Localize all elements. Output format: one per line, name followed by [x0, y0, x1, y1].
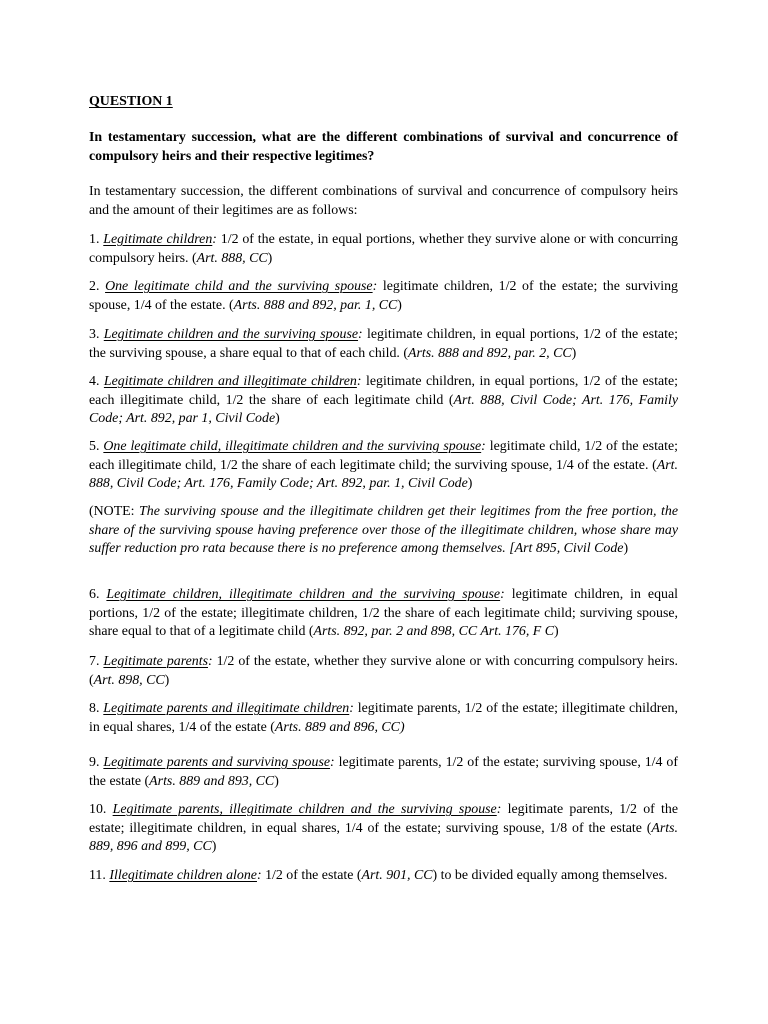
item-11 — [89, 867, 678, 886]
item-heading: Legitimate parents and illegitimate children — [103, 701, 350, 716]
note-prefix: (NOTE: — [89, 504, 140, 519]
item-heading: One legitimate child, illegitimate children and the surviving spouse — [103, 439, 482, 454]
item-heading: Legitimate parents, illegitimate children and the surviving spouse — [112, 802, 497, 817]
item-end: ) — [275, 411, 280, 426]
item-colon: : — [207, 654, 213, 669]
item-heading: One legitimate child and the surviving spouse — [105, 279, 373, 294]
item-3 — [89, 326, 678, 363]
item-text: legitimate child, 1/2 of the estate; each illegitimate child, 1/2 the share of each legitimate child; the surviving spouse, 1/4 of the estate. ( — [89, 439, 678, 473]
item-colon: : — [372, 279, 378, 294]
item-citation: Arts. 888 and 892, par. 1, CC — [233, 297, 398, 313]
item-end: ) — [211, 839, 217, 854]
item-end: ) — [274, 773, 279, 789]
intro-paragraph: In testamentary succession, the different combinations of survival and concurrence of compulsory heirs and the amount of their legitimes are as follows: — [89, 184, 678, 218]
item-7 — [89, 653, 678, 690]
item-number: 11. — [89, 868, 106, 883]
question-title: QUESTION 1 — [89, 94, 173, 109]
item-heading: Illegitimate children alone — [109, 868, 257, 883]
item-text: legitimate parents, 1/2 of the estate; illegitimate children, in equal shares, 1/4 of the estate ( — [89, 701, 678, 735]
item-citation: Art. 901, CC — [361, 868, 433, 883]
item-text: 1/2 of the estate, whether they survive alone or with concurring compulsory heirs. ( — [89, 654, 678, 688]
item-number: 4. — [89, 374, 100, 389]
item-citation: Art. 888, CC — [196, 250, 268, 266]
item-number: 7. — [89, 654, 100, 669]
item-colon: : — [496, 802, 502, 817]
item-10 — [89, 801, 678, 857]
item-citation: Art. 898, CC — [93, 672, 165, 688]
item-citation: Arts. 889 and 896, CC) — [274, 719, 405, 735]
item-heading: Legitimate children and the surviving spouse — [103, 327, 359, 342]
item-end: ) — [467, 476, 473, 491]
item-citation: Arts. 892, par. 2 and 898, CC Art. 176, F C — [313, 624, 555, 639]
item-text: 1/2 of the estate, in equal portions, whether they survive alone or with concurring compulsory heirs. ( — [89, 232, 678, 266]
item-citation: Arts. 888 and 892, par. 2, CC — [408, 345, 572, 361]
item-colon: : — [330, 755, 335, 770]
item-citation: Arts. 889, 896 and 899, CC — [89, 820, 678, 854]
item-colon: : — [500, 587, 505, 602]
item-5 — [89, 438, 678, 494]
item-colon: : — [349, 701, 354, 716]
item-heading: Legitimate children and illegitimate children — [103, 374, 357, 389]
item-heading: Legitimate children, illegitimate children and the surviving spouse — [106, 587, 501, 602]
item-citation: Art. 888, Civil Code; Art. 176, Family Code; Art. 892, par. 1, Civil Code — [89, 457, 678, 491]
item-heading: Legitimate parents and surviving spouse — [103, 755, 331, 770]
item-1 — [89, 231, 678, 268]
item-end: ) — [164, 672, 170, 688]
item-text: legitimate children, 1/2 of the estate; the surviving spouse, 1/4 of the estate. ( — [89, 279, 678, 313]
item-end: ) — [571, 345, 577, 361]
item-number: 1. — [89, 232, 100, 247]
item-2 — [89, 278, 678, 315]
item-colon: : — [358, 327, 363, 342]
item-heading: Legitimate children — [103, 232, 213, 247]
item-colon: : — [256, 868, 262, 883]
item-number: 10. — [89, 802, 107, 817]
item-colon: : — [212, 232, 217, 247]
item-text: legitimate children, in equal portions, 1/2 of the estate; the surviving spouse, a share equal to that of each child. ( — [89, 327, 678, 361]
note-paragraph — [89, 503, 678, 559]
item-number: 5. — [89, 439, 100, 454]
item-number: 9. — [89, 755, 100, 770]
item-text: legitimate parents, 1/2 of the estate; surviving spouse, 1/4 of the estate ( — [89, 755, 678, 789]
note-end: ) — [623, 541, 629, 556]
item-heading: Legitimate parents — [103, 654, 208, 669]
item-citation: Art. 888, Civil Code; Art. 176, Family Code; Art. 892, par 1, Civil Code — [89, 392, 678, 426]
item-number: 3. — [89, 327, 100, 342]
item-end: ) to be divided equally among themselves. — [432, 868, 668, 883]
question-text: In testamentary succession, what are the different combinations of survival and concurrence of compulsory heirs and their respective legitimes? — [89, 130, 678, 164]
item-number: 2. — [89, 279, 100, 294]
item-9 — [89, 754, 678, 791]
note-text: The surviving spouse and the illegitimate children get their legitimes from the free portion, the share of the surviving spouse having preference over those of the illegitimate children, whose share may suffer reduction pro rata because there is no preference among themselves. [Art 895, Civil Code — [89, 504, 678, 556]
item-text: 1/2 of the estate ( — [261, 868, 362, 883]
item-number: 6. — [89, 587, 100, 602]
item-end: ) — [267, 250, 273, 266]
item-6 — [89, 586, 678, 642]
item-colon: : — [481, 439, 486, 454]
item-text: legitimate children, in equal portions, 1/2 of the estate; each illegitimate child, 1/2 the share of each legitimate child ( — [89, 374, 678, 408]
item-colon: : — [356, 374, 366, 389]
item-end: ) — [554, 624, 559, 639]
item-citation: Arts. 889 and 893, CC — [149, 773, 275, 789]
item-number: 8. — [89, 701, 100, 716]
item-text: legitimate children, in equal portions, 1/2 of the estate; illegitimate children, 1/2 the share of each legitimate child; surviving spouse, share equal to that of a legitimate child ( — [89, 587, 678, 639]
item-text: legitimate parents, 1/2 of the estate; illegitimate children, in equal shares, 1/4 of the estate; surviving spouse, 1/8 of the estate ( — [89, 802, 679, 836]
item-8 — [89, 700, 678, 737]
item-4 — [89, 373, 678, 429]
item-end: ) — [397, 297, 402, 313]
